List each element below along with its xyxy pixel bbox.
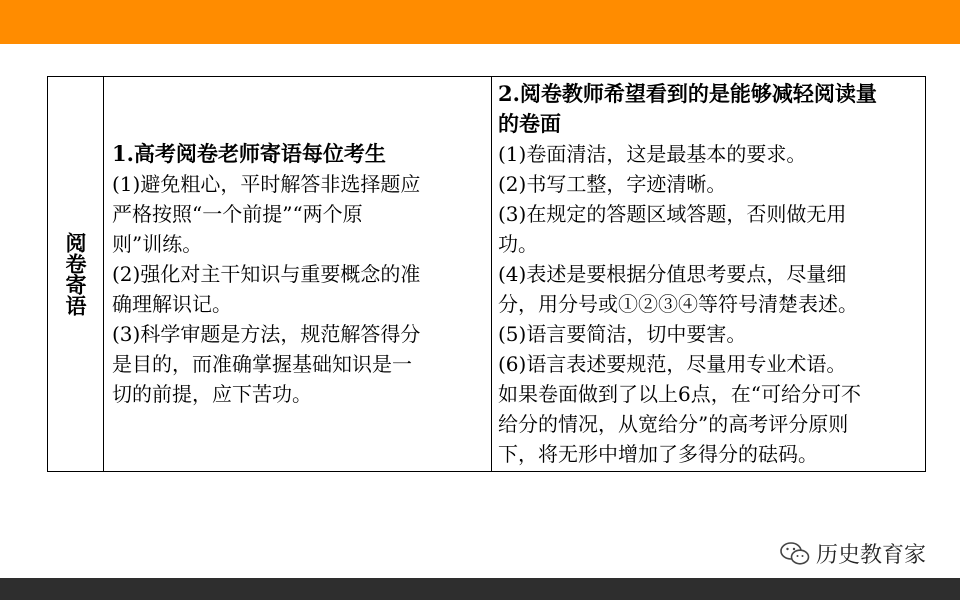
left-line: (2)强化对主干知识与重要概念的准 [112, 262, 421, 286]
right-line: 功。 [498, 232, 538, 256]
left-column [104, 77, 492, 472]
right-line: 给分的情况，从宽给分”的高考评分原则 [498, 412, 849, 436]
right-line: 下，将无形中增加了多得分的砝码。 [498, 442, 818, 466]
right-line: 如果卷面做到了以上6点，在“可给分可不 [498, 382, 861, 406]
right-line: (3)在规定的答题区域答题，否则做无用 [498, 202, 847, 226]
left-line: 切的前提，应下苦功。 [112, 382, 312, 406]
watermark-text: 历史教育家 [815, 543, 926, 568]
right-line: (2)书写工整，字迹清晰。 [498, 172, 727, 196]
content-table [47, 76, 926, 472]
right-heading: 的卷面 [498, 111, 561, 136]
right-line: (6)语言表述要规范，尽量用专业术语。 [498, 352, 847, 376]
left-line: 则”训练。 [112, 232, 203, 256]
side-label-cell [48, 77, 104, 472]
side-label: 阅卷寄语 [63, 232, 88, 316]
top-banner [0, 0, 960, 44]
left-line: 是目的，而准确掌握基础知识是一 [112, 352, 412, 376]
right-column [492, 77, 926, 472]
watermark [780, 538, 926, 569]
right-line: 分，用分号或①②③④等符号清楚表述。 [498, 292, 858, 316]
right-line: (5)语言要简洁，切中要害。 [498, 322, 747, 346]
left-line: (1)避免粗心，平时解答非选择题应 [112, 172, 421, 196]
left-heading: 1.高考阅卷老师寄语每位考生 [112, 141, 386, 166]
table-row [48, 77, 926, 472]
bottom-banner [0, 578, 960, 600]
wechat-icon [780, 541, 810, 567]
right-line: (1)卷面清洁，这是最基本的要求。 [498, 142, 807, 166]
right-line: (4)表述是要根据分值思考要点，尽量细 [498, 262, 847, 286]
left-line: 严格按照“一个前提”“两个原 [112, 202, 363, 226]
left-line: 确理解识记。 [112, 292, 232, 316]
right-heading: 2.阅卷教师希望看到的是能够减轻阅读量 [498, 81, 877, 106]
left-line: (3)科学审题是方法，规范解答得分 [112, 322, 421, 346]
